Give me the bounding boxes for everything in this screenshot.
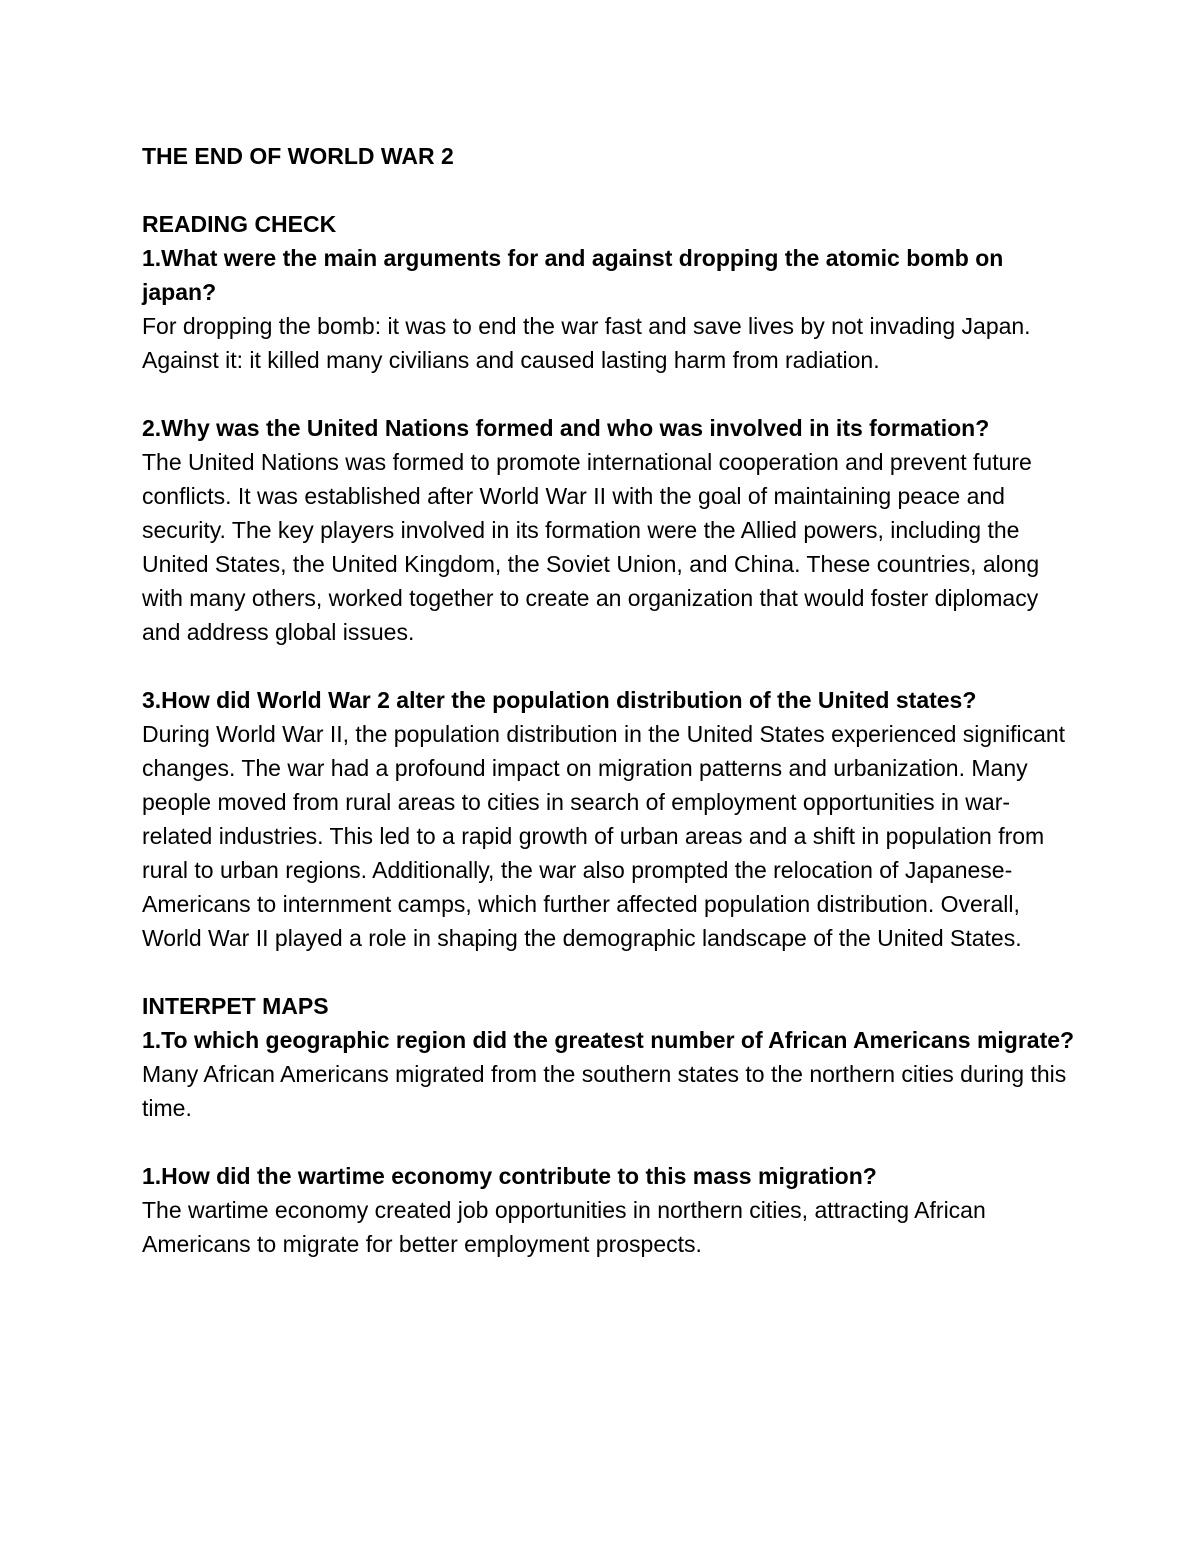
spacer — [142, 649, 1077, 683]
spacer — [142, 955, 1077, 989]
section-heading-reading-check: READING CHECK — [142, 211, 337, 237]
document-body — [142, 139, 1077, 1261]
spacer — [142, 377, 1077, 411]
document-title: THE END OF WORLD WAR 2 — [142, 143, 454, 169]
map-question-2: 1.How did the wartime economy contribute to this mass migration? — [142, 1163, 877, 1189]
answer-3: During World War II, the population distribution in the United States experienced significant changes. The war had a profound impact on migration patterns and urbanization. Many people moved from rural areas to cities in search of employment opportunities in war-related industries. This led to a rapid growth of urban areas and a shift in population from rural to urban regions. Additionally, the war also prompted the relocation of Japanese-Americans to internment camps, which further affected population distribution. Overall, World War II played a role in shaping the demographic landscape of the United States. — [142, 721, 1066, 951]
spacer — [142, 1125, 1077, 1159]
spacer — [142, 173, 1077, 207]
section-heading-interpet-maps: INTERPET MAPS — [142, 993, 329, 1019]
answer-1: For dropping the bomb: it was to end the war fast and save lives by not invading Japan. Against it: it killed many civilians and caused lasting harm from radiation. — [142, 313, 1031, 373]
question-2: 2.Why was the United Nations formed and who was involved in its formation? — [142, 415, 990, 441]
question-1: 1.What were the main arguments for and against dropping the atomic bomb on japan? — [142, 245, 1004, 305]
map-question-1: 1.To which geographic region did the greatest number of African Americans migrate? — [142, 1027, 1075, 1053]
map-answer-2: The wartime economy created job opportunities in northern cities, attracting African Americans to migrate for better employment prospects. — [142, 1197, 986, 1257]
answer-2: The United Nations was formed to promote international cooperation and prevent future conflicts. It was established after World War II with the goal of maintaining peace and security. The key players involved in its formation were the Allied powers, including the United States, the United Kingdom, the Soviet Union, and China. These countries, along with many others, worked together to create an organization that would foster diplomacy and address global issues. — [142, 449, 1040, 645]
question-3: 3.How did World War 2 alter the population distribution of the United states? — [142, 687, 977, 713]
map-answer-1: Many African Americans migrated from the southern states to the northern cities during this time. — [142, 1061, 1067, 1121]
